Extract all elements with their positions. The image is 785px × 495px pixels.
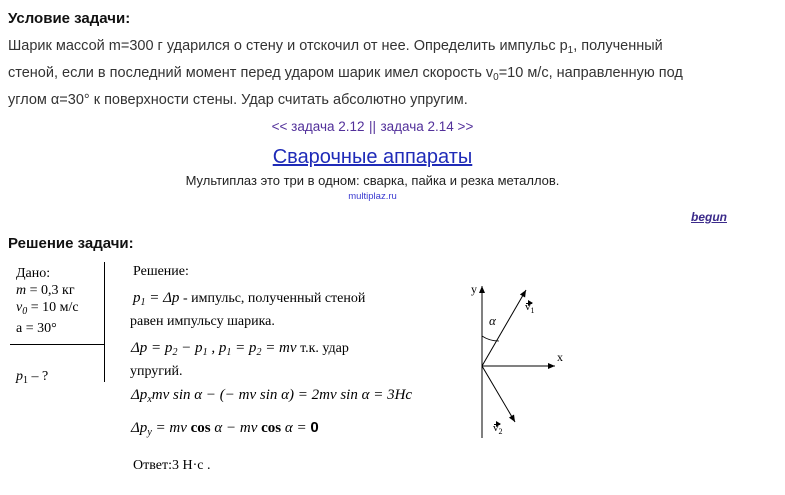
- x-axis-label: x: [557, 350, 563, 364]
- problem-statement: [8, 35, 768, 111]
- solution-heading: Решение задачи:: [8, 235, 134, 252]
- given-vertical-divider: [104, 262, 105, 382]
- v2-label: $v_2$: [493, 422, 503, 436]
- given-divider: [10, 344, 105, 345]
- begun-link[interactable]: begun: [691, 210, 727, 224]
- given-label: Дано:: [16, 266, 51, 281]
- velocity-diagram: [455, 280, 575, 450]
- problem-line-1: Шарик массой m=300 г ударился о стену и отскочил от нее. Определить импульс $p_1$, полученный: [8, 38, 663, 56]
- y-axis-label: y: [471, 282, 477, 296]
- prev-task-link[interactable]: << задача 2.12: [271, 119, 365, 134]
- v2-vector: [482, 366, 515, 422]
- solution-label: Решение:: [133, 264, 189, 279]
- next-task-link[interactable]: задача 2.14 >>: [380, 119, 474, 134]
- ad-block: [0, 146, 745, 202]
- solution-line-3: $\Delta p = p_2 - p_1$ , $p_1 = p_2$ = mv т.к. удар: [131, 340, 349, 358]
- ad-url[interactable]: multiplaz.ru: [348, 191, 397, 202]
- given-velocity: $v_0 = 10$ м/с: [16, 300, 79, 317]
- formula-px: $\Delta p_xmv$ sin α − (− mv sin α) = 2mv sin α = 3Нс: [131, 387, 413, 405]
- given-angle: a = 30°: [16, 321, 57, 336]
- ad-title-link[interactable]: Сварочные аппараты: [272, 146, 473, 168]
- solution-line-2: равен импульсу шарика.: [130, 314, 275, 329]
- solution-line-4: упругий.: [130, 364, 183, 379]
- given-block: [16, 265, 79, 337]
- solution-line-1: $p_1 = \Delta p$ - импульс, полученный стеной: [133, 290, 366, 308]
- nav-separator: ||: [368, 119, 376, 134]
- problem-line-3: углом α=30° к поверхности стены. Удар считать абсолютно упругим.: [8, 92, 468, 108]
- formula-py: $\Delta p_y$ = mv cos α − mv cos α = 0: [131, 419, 319, 438]
- task-navigation: [0, 118, 745, 136]
- given-mass: m = 0,3 кг: [16, 283, 75, 298]
- ad-text: Мультиплаз это три в одном: сварка, пайка и резка металлов.: [185, 173, 560, 188]
- angle-label: α: [489, 313, 496, 328]
- given-find: $p_1$ – ?: [16, 369, 49, 386]
- v1-label: $v_1$: [525, 301, 535, 315]
- condition-heading: Условие задачи:: [8, 10, 131, 27]
- answer: Ответ:3 Н·с .: [133, 458, 211, 473]
- problem-line-2: стеной, если в последний момент перед ударом шарик имел скорость $v_0=10$ м/с, направленную под: [8, 65, 683, 83]
